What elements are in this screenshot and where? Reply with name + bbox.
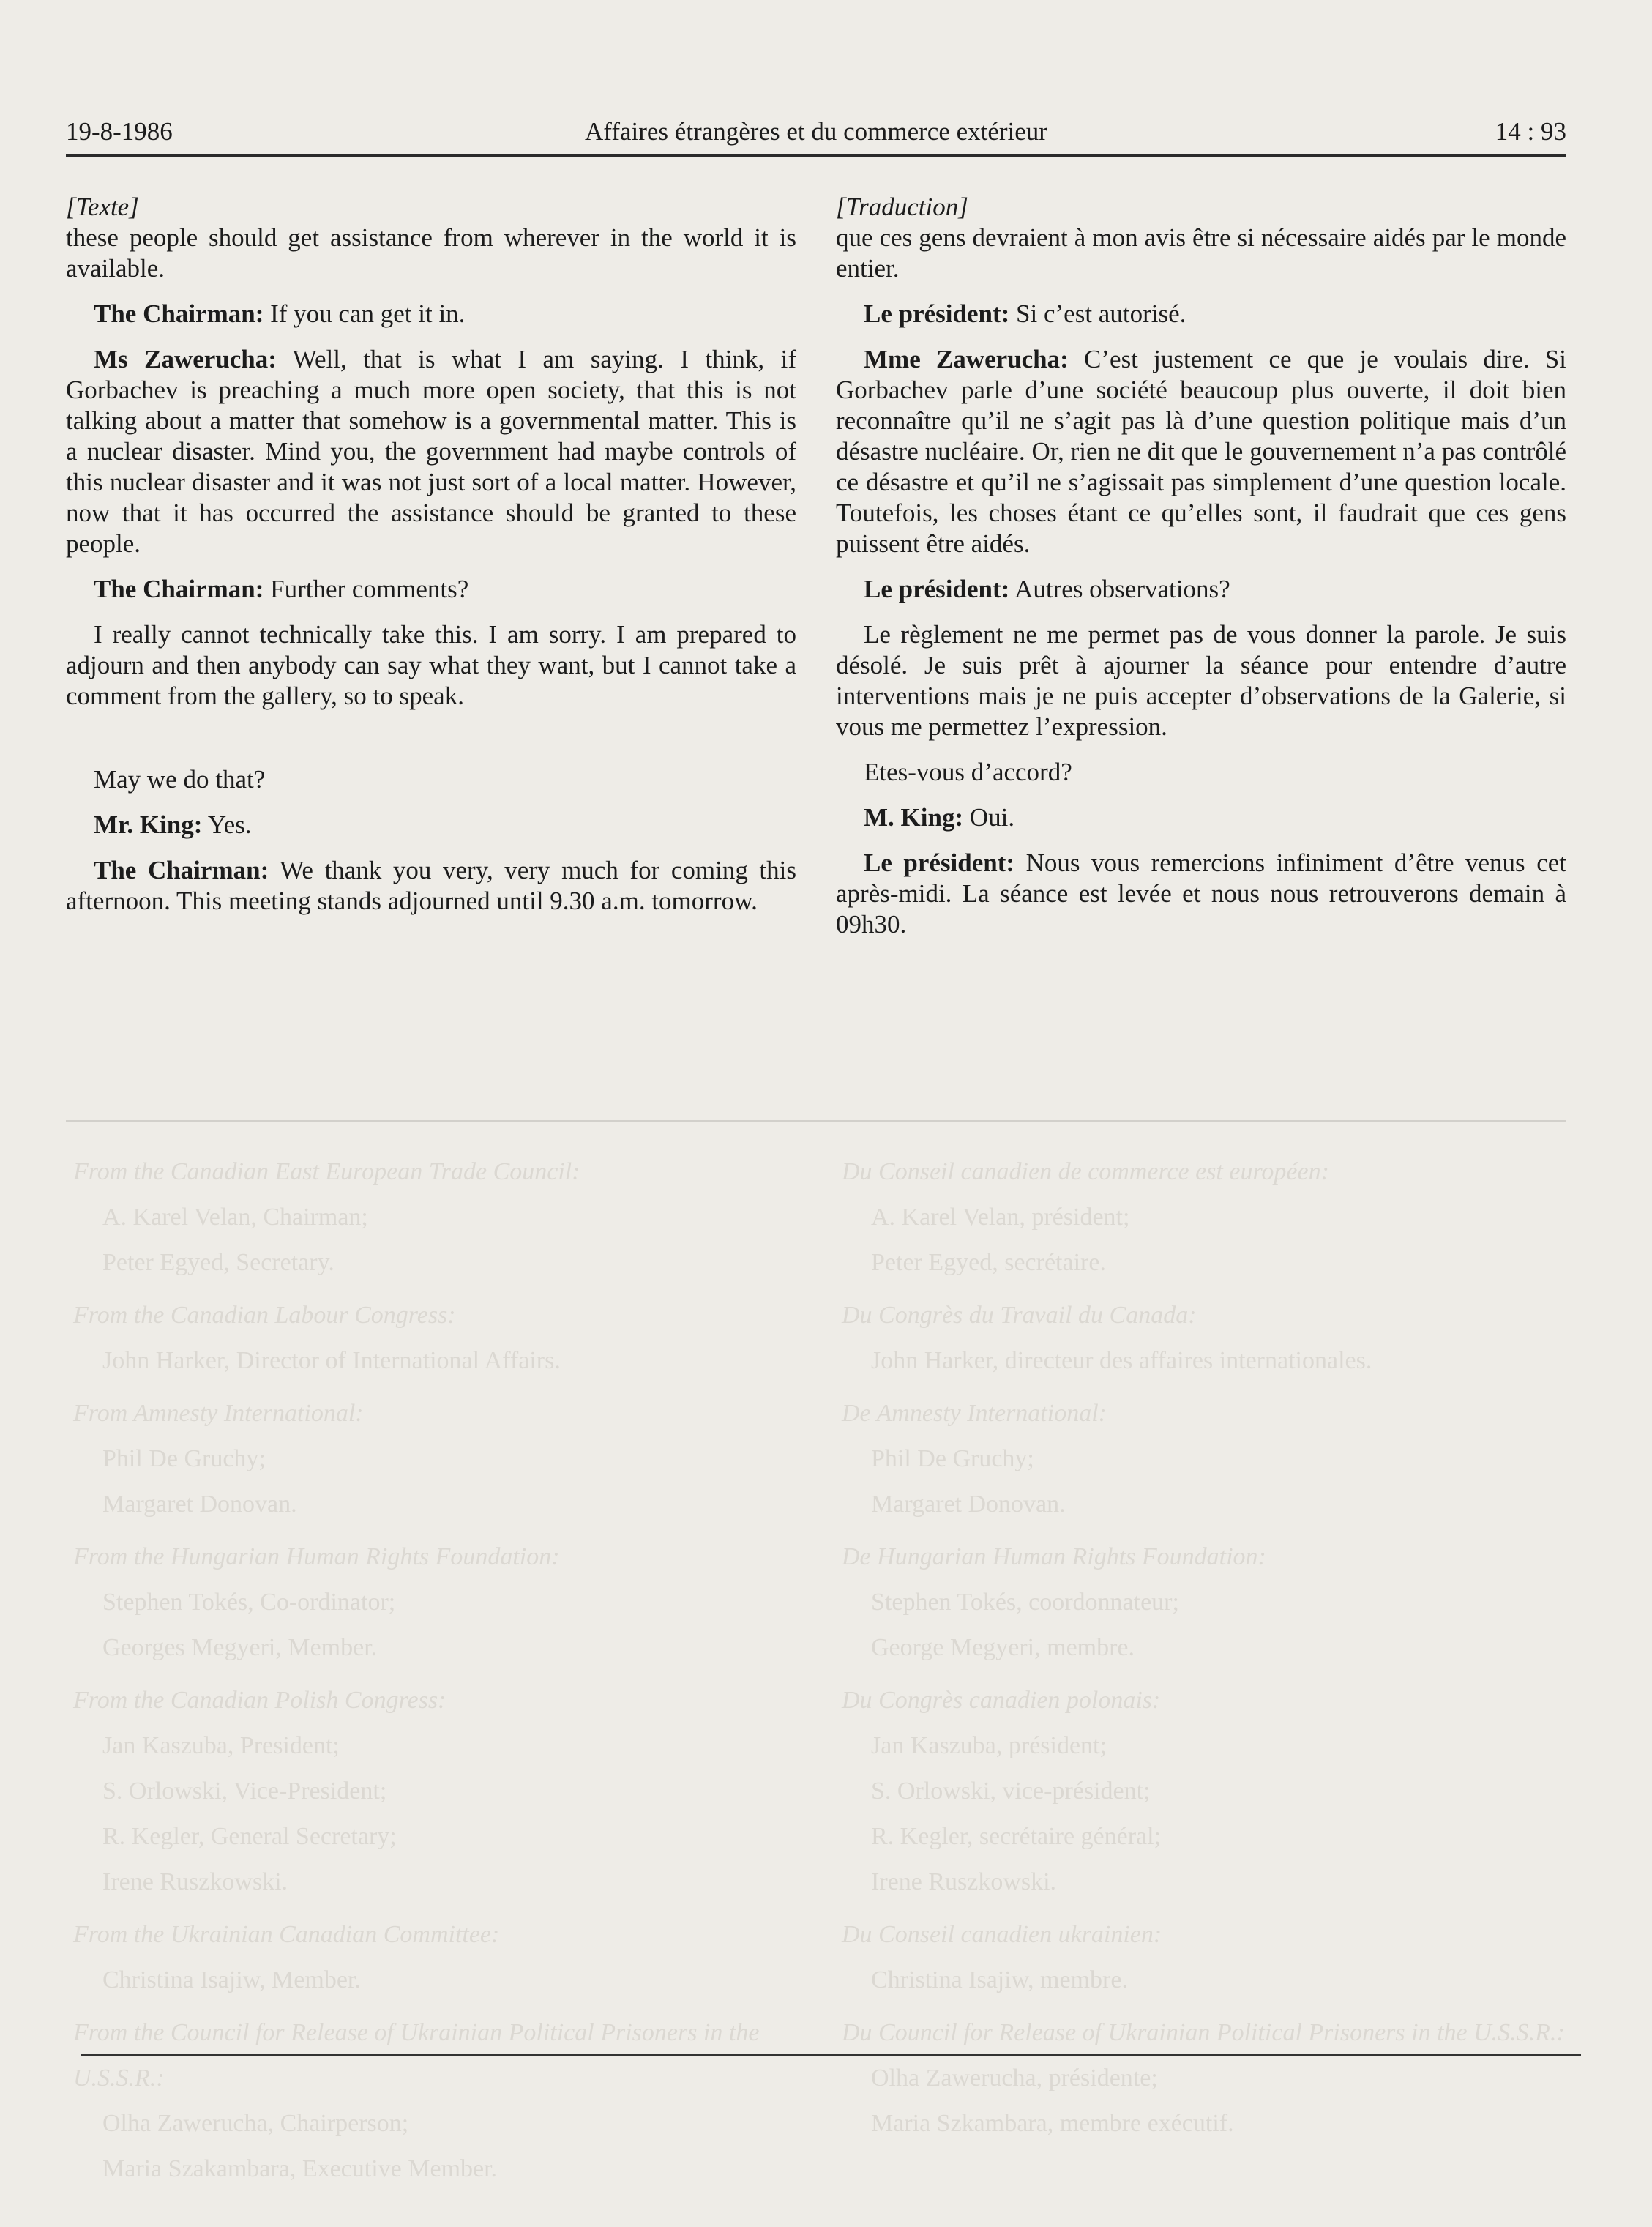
speech-text: We thank you very, very much for coming this afternoon. This meeting stands adjourned until 9.30 a.m. tomorrow. [66, 856, 796, 915]
english-paragraph [66, 855, 796, 917]
witness-person: Jan Kaszuba, président; [871, 1732, 1107, 1759]
witness-person: George Megyeri, membre. [871, 1634, 1135, 1661]
translation-marker: [Traduction] [836, 193, 968, 221]
speech-text: Nous vous remercions infiniment d’être venus cet après-midi. La séance est levée et nous nous retrouverons demain à 09h30. [836, 848, 1566, 939]
witness-person: Georges Megyeri, Member. [102, 1634, 378, 1661]
witness-person: R. Kegler, secrétaire général; [871, 1823, 1162, 1850]
witness-person: Jan Kaszuba, President; [102, 1732, 340, 1759]
speaker-name: The Chairman: [94, 856, 269, 884]
french-paragraph [836, 344, 1566, 559]
header-page-number: 14 : 93 [1495, 117, 1566, 146]
witness-organization: De Amnesty International: [842, 1400, 1107, 1427]
witness-organization: Du Conseil canadien de commerce est européen: [842, 1158, 1329, 1185]
speech-text: Further comments? [270, 575, 469, 603]
english-paragraph [66, 344, 796, 559]
english-paragraph [66, 574, 796, 605]
witness-person: Peter Egyed, Secretary. [102, 1249, 334, 1276]
english-paragraph [66, 299, 796, 329]
witness-organization: Du Congrès canadien polonais: [842, 1687, 1161, 1714]
english-paragraph: May we do that? [94, 765, 266, 794]
witness-person: John Harker, directeur des affaires internationales. [871, 1347, 1372, 1374]
footer-rule [81, 2054, 1581, 2056]
page-header [66, 117, 1566, 152]
header-rule [66, 154, 1566, 157]
witness-organization: From the Council for Release of Ukrainian Political Prisoners in the U.S.S.R.: [73, 2019, 760, 2092]
witness-organization: Du Council for Release of Ukrainian Political Prisoners in the U.S.S.R.: [842, 2019, 1565, 2046]
witness-organization: De Hungarian Human Rights Foundation: [842, 1543, 1266, 1570]
witness-person: Stephen Tokés, coordonnateur; [871, 1589, 1179, 1616]
french-paragraph [836, 299, 1566, 329]
witness-person: Christina Isajiw, Member. [102, 1966, 361, 1993]
bleed-through-witness-list-english [73, 1149, 805, 2199]
french-opening: que ces gens devraient à mon avis être si nécessaire aidés par le monde entier. [836, 223, 1566, 283]
witness-group [73, 1391, 805, 1527]
speech-text: Si c’est autorisé. [1016, 299, 1186, 328]
witness-group [842, 1912, 1574, 2003]
witness-person: Olha Zawerucha, Chairperson; [102, 2110, 409, 2137]
speaker-name: Mme Zawerucha: [864, 345, 1069, 373]
witness-person: John Harker, Director of International Affairs. [102, 1347, 561, 1374]
witness-person: Margaret Donovan. [871, 1491, 1066, 1518]
witness-person: Maria Szakambara, Executive Member. [102, 2155, 498, 2182]
witness-group [73, 1534, 805, 1671]
witness-person: Peter Egyed, secrétaire. [871, 1249, 1106, 1276]
witness-organization: From Amnesty International: [73, 1400, 364, 1427]
witness-group [73, 2010, 805, 2192]
witness-group [73, 1912, 805, 2003]
english-column [66, 192, 796, 931]
english-paragraph [66, 810, 796, 840]
bleed-through-rule [66, 1120, 1566, 1122]
speech-text: Well, that is what I am saying. I think, if Gorbachev is preaching a much more open society, that this is not talking about a matter that somehow is a governmental matter. This is a nuclear disaster. Mind you, the government had maybe controls of this nuclear disaster and it was not just sort of a local matter. However, now that it has occurred the assistance should be granted to these people. [66, 345, 796, 558]
witness-organization: From the Canadian East European Trade Council: [73, 1158, 580, 1185]
speaker-name: Le président: [864, 575, 1010, 603]
text-marker: [Texte] [66, 193, 139, 221]
french-paragraph: Le règlement ne me permet pas de vous donner la parole. Je suis désolé. Je suis prêt à ajourner la séance pour entendre d’autre interventions mais je ne puis accepter d’observations de la Galerie, si vous me permettez l’expression. [836, 620, 1566, 741]
header-date: 19-8-1986 [66, 117, 173, 146]
french-paragraph: Etes-vous d’accord? [864, 758, 1072, 786]
speech-text: Yes. [207, 810, 252, 839]
speaker-name: M. King: [864, 803, 964, 832]
french-column [836, 192, 1566, 955]
witness-organization: From the Canadian Polish Congress: [73, 1687, 446, 1714]
witness-person: A. Karel Velan, Chairman; [102, 1204, 368, 1231]
french-paragraph [836, 848, 1566, 940]
witness-group [842, 1293, 1574, 1384]
witness-organization: Du Conseil canadien ukrainien: [842, 1921, 1162, 1948]
witness-group [73, 1293, 805, 1384]
witness-group [842, 1678, 1574, 1905]
witness-person: S. Orlowski, Vice-President; [102, 1778, 387, 1805]
witness-group [842, 1149, 1574, 1286]
speech-text: C’est justement ce que je voulais dire. Si Gorbachev parle d’une société beaucoup plus ouverte, il doit bien reconnaître qu’il ne s’agit pas là d’une question politique mais d’un désastre nucléaire. Or, rien ne dit que le gouvernement n’a pas contrôlé ce désastre et qu’il ne s’agissait pas simplement d’une question locale. Toutefois, les choses étant ce qu’elles sont, il faudrait que ces gens puissent être aidés. [836, 345, 1566, 558]
speech-text: Oui. [969, 803, 1015, 832]
speaker-name: The Chairman: [94, 299, 264, 328]
witness-group [842, 1391, 1574, 1527]
speaker-name: Ms Zawerucha: [94, 345, 277, 373]
witness-person: Maria Szkambara, membre exécutif. [871, 2110, 1234, 2137]
witness-group [73, 1149, 805, 1286]
witness-organization: From the Ukrainian Canadian Committee: [73, 1921, 500, 1948]
speaker-name: Le président: [864, 299, 1010, 328]
speaker-name: The Chairman: [94, 575, 264, 603]
witness-person: Irene Ruszkowski. [871, 1868, 1057, 1895]
bleed-through-witness-list-french [842, 1149, 1574, 2154]
speaker-name: Le président: [864, 848, 1015, 877]
witness-organization: Du Congrès du Travail du Canada: [842, 1302, 1197, 1329]
witness-person: Stephen Tokés, Co-ordinator; [102, 1589, 396, 1616]
english-opening: these people should get assistance from wherever in the world it is available. [66, 223, 796, 283]
french-paragraph [836, 802, 1566, 833]
witness-person: Phil De Gruchy; [102, 1445, 266, 1472]
speaker-name: Mr. King: [94, 810, 203, 839]
french-paragraph [836, 574, 1566, 605]
witness-person: Margaret Donovan. [102, 1491, 297, 1518]
speech-text: Autres observations? [1014, 575, 1230, 603]
witness-group [842, 2010, 1574, 2146]
speech-text: If you can get it in. [270, 299, 466, 328]
witness-person: R. Kegler, General Secretary; [102, 1823, 397, 1850]
witness-group [73, 1678, 805, 1905]
english-paragraph: I really cannot technically take this. I am sorry. I am prepared to adjourn and then anybody can say what they want, but I cannot take a comment from the gallery, so to speak. [66, 620, 796, 710]
witness-organization: From the Canadian Labour Congress: [73, 1302, 456, 1329]
witness-organization: From the Hungarian Human Rights Foundation: [73, 1543, 560, 1570]
witness-person: A. Karel Velan, président; [871, 1204, 1130, 1231]
witness-person: S. Orlowski, vice-président; [871, 1778, 1151, 1805]
witness-group [842, 1534, 1574, 1671]
witness-person: Olha Zawerucha, présidente; [871, 2064, 1158, 2092]
witness-person: Irene Ruszkowski. [102, 1868, 288, 1895]
witness-person: Christina Isajiw, membre. [871, 1966, 1128, 1993]
witness-person: Phil De Gruchy; [871, 1445, 1034, 1472]
header-title: Affaires étrangères et du commerce extérieur [585, 117, 1047, 146]
